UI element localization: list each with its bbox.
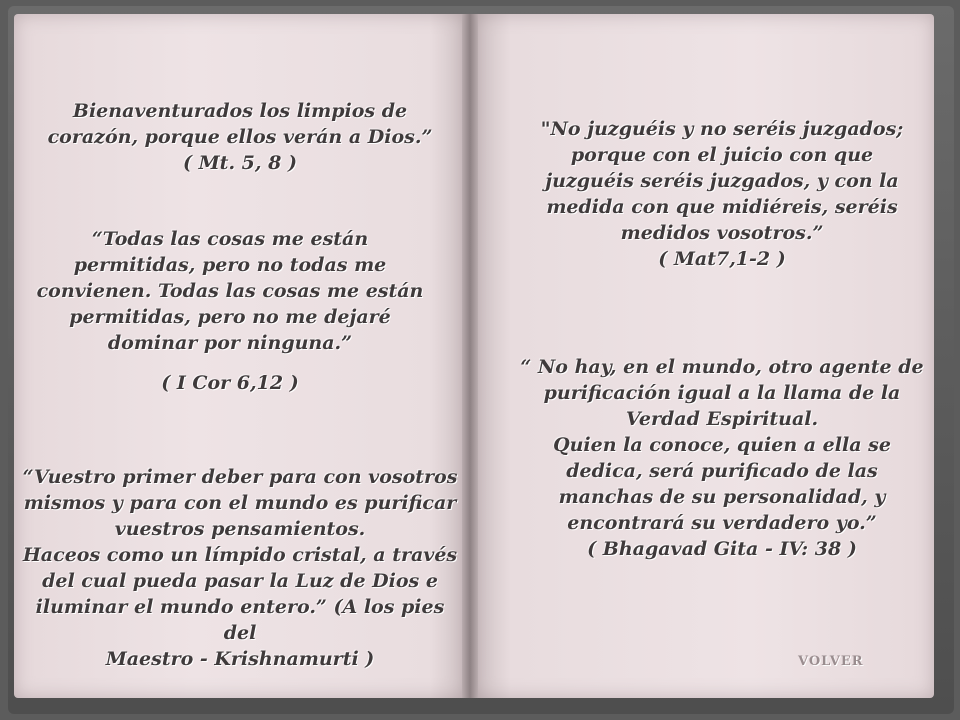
left-quote-beatitude (40, 72, 440, 202)
left-quote-corinthians-citation: ( I Cor 6,12 ) (161, 372, 299, 394)
left-quote-corinthians (30, 200, 430, 422)
right-quote-gita (502, 328, 942, 588)
right-quote-matthew (512, 90, 932, 298)
right-quote-matthew-text: "No juzguéis y no seréis juzgados; porque con el juicio con que juzguéis seréis juzgados, y con la medida con que midiéreis, seréis medidos vosotros.” (540, 118, 904, 244)
volver-link[interactable]: VOLVER (798, 654, 864, 669)
book-spine (462, 14, 478, 698)
left-quote-beatitude-text: Bienaventurados los limpios de corazón, porque ellos verán a Dios.” (47, 100, 433, 148)
left-quote-krishnamurti (20, 438, 460, 672)
left-quote-beatitude-citation: ( Mt. 5, 8 ) (183, 152, 297, 174)
right-quote-gita-citation: ( Bhagavad Gita - IV: 38 ) (587, 538, 857, 560)
left-quote-corinthians-text: “Todas las cosas me están permitidas, pero no todas me convienen. Todas las cosas me están permitidas, pero no me dejaré dominar por ninguna.” (36, 228, 424, 354)
right-quote-gita-text: “ No hay, en el mundo, otro agente de purificación igual a la llama de la Verdad Espiritual. Quien la conoce, quien a ella se dedica, será purificado de las manchas de su personalidad, y encontrará su verdadero yo.” (520, 356, 924, 534)
right-quote-matthew-citation: ( Mat7,1-2 ) (658, 248, 786, 270)
left-quote-krishnamurti-text: “Vuestro primer deber para con vosotros mismos y para con el mundo es purificar vuestros pensamientos. Haceos como un límpido cristal, a través del cual pueda pasar la Luz de Dios e iluminar el mundo entero.” (A los pies del Maestro - Krishnamurti ) (22, 466, 458, 670)
